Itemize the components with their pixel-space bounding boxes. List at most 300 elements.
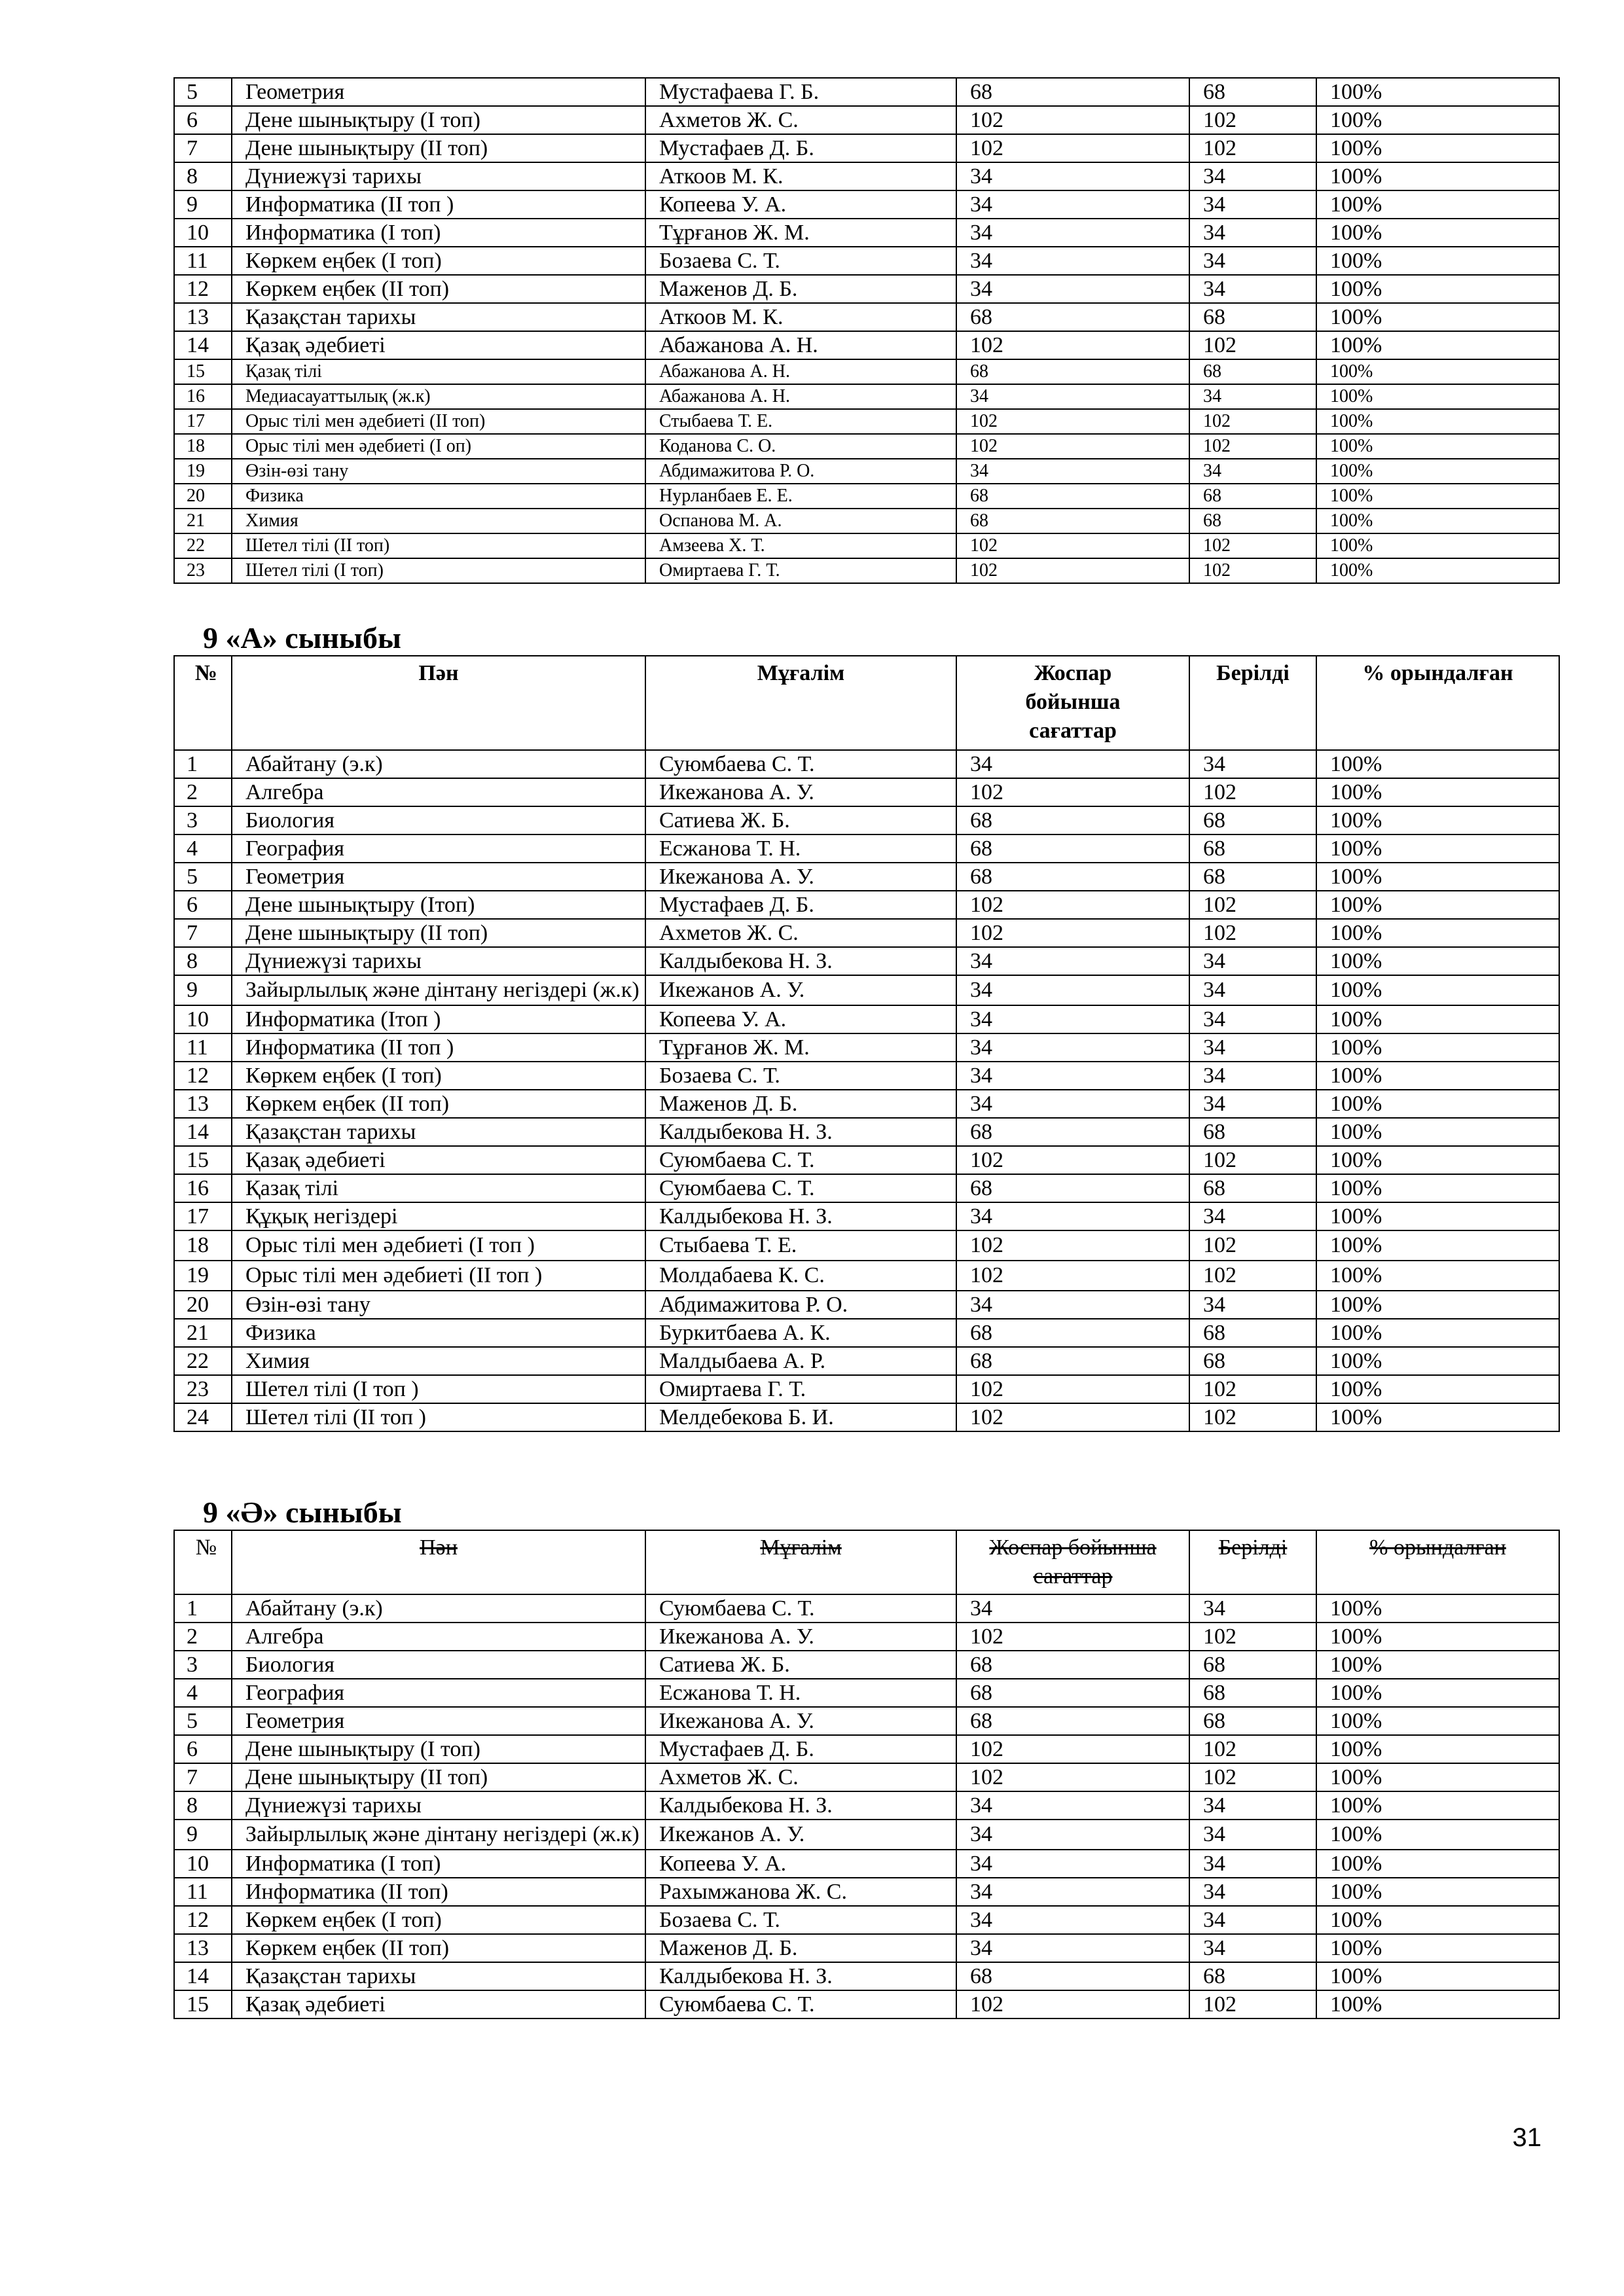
row-number-cell: 8 [174, 1791, 232, 1820]
row-number-cell: 3 [174, 806, 232, 834]
table-row [174, 891, 1559, 919]
teacher-cell: Мустафаева Г. Б. [645, 78, 956, 106]
subject-cell: Биология [232, 1651, 645, 1679]
given-hours-cell: 68 [1189, 78, 1316, 106]
subject-cell: Көркем еңбек (І топ) [232, 247, 645, 275]
teacher-cell: Икежанов А. У. [645, 975, 956, 1005]
table-row [174, 1906, 1559, 1934]
teacher-cell: Абдимажитова Р. О. [645, 459, 956, 484]
row-number-cell: 17 [174, 409, 232, 434]
row-number-cell: 13 [174, 1934, 232, 1962]
given-hours-cell: 34 [1189, 947, 1316, 975]
class-9ae-heading: 9 «Ә» сыныбы [203, 1496, 402, 1529]
table-row [174, 219, 1559, 247]
subject-cell: География [232, 1679, 645, 1707]
percent-cell: 100% [1316, 891, 1559, 919]
teacher-cell: Икежанова А. У. [645, 1623, 956, 1651]
given-hours-cell: 68 [1189, 1347, 1316, 1375]
subject-cell: Зайырлылық және дінтану негіздері (ж.к) [232, 1820, 645, 1850]
subject-cell: Дүниежүзі тарихы [232, 947, 645, 975]
table-row [174, 1347, 1559, 1375]
percent-cell: 100% [1316, 1820, 1559, 1850]
given-hours-cell: 68 [1189, 1319, 1316, 1347]
planned-hours-cell: 34 [956, 1062, 1189, 1090]
given-hours-cell: 68 [1189, 1651, 1316, 1679]
teacher-cell: Коданова С. О. [645, 434, 956, 459]
table-row [174, 509, 1559, 533]
planned-hours-cell: 34 [956, 275, 1189, 303]
row-number-cell: 12 [174, 1062, 232, 1090]
teacher-cell: Бозаева С. Т. [645, 1906, 956, 1934]
subject-cell: Қазақ әдебиеті [232, 1990, 645, 2018]
teacher-cell: Омиртаева Г. Т. [645, 558, 956, 583]
table-row [174, 409, 1559, 434]
row-number-cell: 15 [174, 1146, 232, 1174]
planned-hours-cell: 68 [956, 806, 1189, 834]
subject-cell: Информатика (ІІ топ) [232, 1878, 645, 1906]
percent-cell: 100% [1316, 509, 1559, 533]
row-number-cell: 17 [174, 1202, 232, 1230]
planned-hours-cell: 34 [956, 1791, 1189, 1820]
subject-cell: Көркем еңбек (І топ) [232, 1062, 645, 1090]
teacher-cell: Есжанова Т. Н. [645, 1679, 956, 1707]
given-hours-cell: 102 [1189, 919, 1316, 947]
percent-cell: 100% [1316, 1319, 1559, 1347]
teacher-cell: Калдыбекова Н. З. [645, 1118, 956, 1146]
planned-hours-cell: 68 [956, 863, 1189, 891]
subject-cell: Қазақстан тарихы [232, 1962, 645, 1990]
percent-cell: 100% [1316, 806, 1559, 834]
table-row [174, 1679, 1559, 1707]
teacher-cell: Копеева У. А. [645, 1005, 956, 1033]
teacher-cell: Икежанов А. У. [645, 1820, 956, 1850]
row-number-cell: 4 [174, 1679, 232, 1707]
percent-cell: 100% [1316, 78, 1559, 106]
given-hours-cell: 102 [1189, 891, 1316, 919]
teacher-cell: Стыбаева Т. Е. [645, 409, 956, 434]
percent-cell: 100% [1316, 1906, 1559, 1934]
given-hours-cell: 102 [1189, 1403, 1316, 1431]
row-number-cell: 12 [174, 1906, 232, 1934]
given-hours-cell: 102 [1189, 1261, 1316, 1291]
table-row [174, 1261, 1559, 1291]
subject-cell: Физика [232, 484, 645, 509]
planned-hours-cell: 34 [956, 1090, 1189, 1118]
planned-hours-cell: 102 [956, 778, 1189, 806]
table-row [174, 1174, 1559, 1202]
teacher-cell: Рахымжанова Ж. С. [645, 1878, 956, 1906]
subject-cell: Абайтану (э.к) [232, 750, 645, 778]
row-number-cell: 21 [174, 509, 232, 533]
subject-cell: Химия [232, 1347, 645, 1375]
row-number-cell: 19 [174, 459, 232, 484]
given-hours-cell: 68 [1189, 1174, 1316, 1202]
percent-cell: 100% [1316, 947, 1559, 975]
table-row [174, 1291, 1559, 1319]
percent-cell: 100% [1316, 1878, 1559, 1906]
table-row [174, 1230, 1559, 1261]
teacher-cell: Суюмбаева С. Т. [645, 1146, 956, 1174]
planned-hours-cell: 68 [956, 834, 1189, 863]
teacher-cell: Абажанова А. Н. [645, 331, 956, 359]
teacher-cell: Ахметов Ж. С. [645, 1763, 956, 1791]
table-row [174, 1062, 1559, 1090]
subject-cell: Өзін-өзі тану [232, 1291, 645, 1319]
class-9ae-table-body [174, 1594, 1559, 2018]
subject-cell: Өзін-өзі тану [232, 459, 645, 484]
given-hours-cell: 34 [1189, 162, 1316, 190]
given-hours-cell: 34 [1189, 1062, 1316, 1090]
teacher-cell: Маженов Д. Б. [645, 1934, 956, 1962]
subject-cell: Шетел тілі (ІІ топ) [232, 533, 645, 558]
given-hours-cell: 34 [1189, 190, 1316, 219]
planned-hours-cell: 102 [956, 1735, 1189, 1763]
teacher-cell: Бозаева С. Т. [645, 1062, 956, 1090]
teacher-cell: Аткоов М. К. [645, 162, 956, 190]
planned-hours-cell: 102 [956, 1403, 1189, 1431]
row-number-cell: 2 [174, 778, 232, 806]
teacher-cell: Абдимажитова Р. О. [645, 1291, 956, 1319]
table-row [174, 1934, 1559, 1962]
table-row [174, 384, 1559, 409]
given-hours-cell: 68 [1189, 834, 1316, 863]
row-number-cell: 20 [174, 1291, 232, 1319]
given-hours-cell: 102 [1189, 1146, 1316, 1174]
teacher-cell: Икежанова А. У. [645, 778, 956, 806]
percent-cell: 100% [1316, 1146, 1559, 1174]
row-number-cell: 13 [174, 303, 232, 331]
teacher-cell: Маженов Д. Б. [645, 275, 956, 303]
given-hours-cell: 68 [1189, 484, 1316, 509]
percent-cell: 100% [1316, 1118, 1559, 1146]
given-hours-cell: 102 [1189, 1735, 1316, 1763]
table-row [174, 533, 1559, 558]
table-row [174, 834, 1559, 863]
subject-cell: Қазақ тілі [232, 359, 645, 384]
percent-cell: 100% [1316, 1174, 1559, 1202]
header-teacher: Мұғалім [645, 1530, 956, 1594]
planned-hours-cell: 102 [956, 891, 1189, 919]
subject-cell: Дене шынықтыру (І топ) [232, 1735, 645, 1763]
subject-cell: Көркем еңбек (ІІ топ) [232, 1934, 645, 1962]
planned-hours-cell: 68 [956, 78, 1189, 106]
planned-hours-cell: 34 [956, 219, 1189, 247]
row-number-cell: 11 [174, 1033, 232, 1062]
teacher-cell: Калдыбекова Н. З. [645, 1791, 956, 1820]
table-row [174, 1763, 1559, 1791]
given-hours-cell: 68 [1189, 1962, 1316, 1990]
given-hours-cell: 34 [1189, 247, 1316, 275]
planned-hours-cell: 102 [956, 134, 1189, 162]
given-hours-cell: 34 [1189, 1878, 1316, 1906]
subject-cell: Биология [232, 806, 645, 834]
table-header-row [174, 1530, 1559, 1594]
percent-cell: 100% [1316, 247, 1559, 275]
subject-cell: Құқық негіздері [232, 1202, 645, 1230]
planned-hours-cell: 68 [956, 1651, 1189, 1679]
table-row [174, 106, 1559, 134]
subject-cell: Алгебра [232, 778, 645, 806]
teacher-cell: Суюмбаева С. Т. [645, 750, 956, 778]
planned-hours-cell: 34 [956, 975, 1189, 1005]
subject-cell: Дене шынықтыру (Ітоп) [232, 891, 645, 919]
table-row [174, 303, 1559, 331]
planned-hours-cell: 68 [956, 1174, 1189, 1202]
class-9a-table-body [174, 750, 1559, 1431]
table-row [174, 975, 1559, 1005]
teacher-cell: Мустафаев Д. Б. [645, 1735, 956, 1763]
planned-hours-cell: 102 [956, 1261, 1189, 1291]
table-row [174, 434, 1559, 459]
header-percent: % орындалған [1316, 1530, 1559, 1594]
table-row [174, 190, 1559, 219]
percent-cell: 100% [1316, 1375, 1559, 1403]
subject-cell: Информатика (І топ) [232, 1850, 645, 1878]
row-number-cell: 16 [174, 1174, 232, 1202]
percent-cell: 100% [1316, 1090, 1559, 1118]
planned-hours-cell: 34 [956, 1202, 1189, 1230]
row-number-cell: 10 [174, 1005, 232, 1033]
given-hours-cell: 34 [1189, 750, 1316, 778]
subject-cell: Орыс тілі мен әдебиеті (І топ ) [232, 1230, 645, 1261]
planned-hours-cell: 68 [956, 1679, 1189, 1707]
given-hours-cell: 68 [1189, 806, 1316, 834]
subject-cell: Абайтану (э.к) [232, 1594, 645, 1623]
percent-cell: 100% [1316, 533, 1559, 558]
planned-hours-cell: 102 [956, 1146, 1189, 1174]
given-hours-cell: 68 [1189, 303, 1316, 331]
subject-cell: Орыс тілі мен әдебиеті (ІІ топ) [232, 409, 645, 434]
given-hours-cell: 68 [1189, 863, 1316, 891]
row-number-cell: 7 [174, 1763, 232, 1791]
row-number-cell: 8 [174, 947, 232, 975]
percent-cell: 100% [1316, 1594, 1559, 1623]
percent-cell: 100% [1316, 919, 1559, 947]
teacher-cell: Есжанова Т. Н. [645, 834, 956, 863]
row-number-cell: 11 [174, 247, 232, 275]
given-hours-cell: 34 [1189, 219, 1316, 247]
percent-cell: 100% [1316, 384, 1559, 409]
planned-hours-cell: 34 [956, 384, 1189, 409]
table-row [174, 863, 1559, 891]
percent-cell: 100% [1316, 190, 1559, 219]
previous-class-table [173, 77, 1560, 584]
teacher-cell: Абажанова А. Н. [645, 359, 956, 384]
subject-cell: Дене шынықтыру (І топ) [232, 106, 645, 134]
class-9ae-table [173, 1530, 1560, 2019]
row-number-cell: 22 [174, 1347, 232, 1375]
percent-cell: 100% [1316, 1033, 1559, 1062]
row-number-cell: 15 [174, 359, 232, 384]
given-hours-cell: 102 [1189, 331, 1316, 359]
row-number-cell: 14 [174, 1962, 232, 1990]
planned-hours-cell: 34 [956, 1878, 1189, 1906]
header-planned-hours: Жоспар бойынша сағаттар [956, 656, 1189, 750]
planned-hours-cell: 34 [956, 190, 1189, 219]
percent-cell: 100% [1316, 1005, 1559, 1033]
subject-cell: Геометрия [232, 1707, 645, 1735]
table-row [174, 1820, 1559, 1850]
planned-hours-cell: 34 [956, 162, 1189, 190]
percent-cell: 100% [1316, 1347, 1559, 1375]
row-number-cell: 6 [174, 1735, 232, 1763]
teacher-cell: Малдыбаева А. Р. [645, 1347, 956, 1375]
given-hours-cell: 68 [1189, 1118, 1316, 1146]
row-number-cell: 11 [174, 1878, 232, 1906]
row-number-cell: 5 [174, 863, 232, 891]
subject-cell: Қазақ әдебиеті [232, 1146, 645, 1174]
planned-hours-cell: 34 [956, 1594, 1189, 1623]
percent-cell: 100% [1316, 1623, 1559, 1651]
page-number: 31 [1512, 2123, 1542, 2152]
planned-hours-cell: 34 [956, 1005, 1189, 1033]
planned-hours-cell: 68 [956, 1347, 1189, 1375]
table-row [174, 1202, 1559, 1230]
planned-hours-cell: 102 [956, 1623, 1189, 1651]
percent-cell: 100% [1316, 1763, 1559, 1791]
teacher-cell: Ахметов Ж. С. [645, 106, 956, 134]
percent-cell: 100% [1316, 359, 1559, 384]
teacher-cell: Маженов Д. Б. [645, 1090, 956, 1118]
teacher-cell: Сатиева Ж. Б. [645, 1651, 956, 1679]
header-planned-hours: Жоспар бойынша сағаттар [956, 1530, 1189, 1594]
teacher-cell: Молдабаева К. С. [645, 1261, 956, 1291]
percent-cell: 100% [1316, 303, 1559, 331]
given-hours-cell: 102 [1189, 533, 1316, 558]
planned-hours-cell: 102 [956, 1230, 1189, 1261]
given-hours-cell: 34 [1189, 1005, 1316, 1033]
previous-class-table-body [174, 78, 1559, 583]
planned-hours-cell: 34 [956, 1906, 1189, 1934]
table-row [174, 247, 1559, 275]
planned-hours-cell: 34 [956, 247, 1189, 275]
planned-hours-cell: 34 [956, 1291, 1189, 1319]
header-given: Берілді [1189, 1530, 1316, 1594]
row-number-cell: 4 [174, 834, 232, 863]
subject-cell: Дүниежүзі тарихы [232, 1791, 645, 1820]
percent-cell: 100% [1316, 1735, 1559, 1763]
percent-cell: 100% [1316, 1062, 1559, 1090]
given-hours-cell: 34 [1189, 1906, 1316, 1934]
subject-cell: Көркем еңбек (І топ) [232, 1906, 645, 1934]
percent-cell: 100% [1316, 834, 1559, 863]
given-hours-cell: 102 [1189, 409, 1316, 434]
header-subject: Пән [232, 656, 645, 750]
given-hours-cell: 68 [1189, 1707, 1316, 1735]
given-hours-cell: 34 [1189, 1090, 1316, 1118]
teacher-cell: Икежанова А. У. [645, 863, 956, 891]
percent-cell: 100% [1316, 778, 1559, 806]
class-9a-heading: 9 «А» сыныбы [203, 621, 401, 655]
table-row [174, 1146, 1559, 1174]
planned-hours-cell: 102 [956, 409, 1189, 434]
subject-cell: Алгебра [232, 1623, 645, 1651]
percent-cell: 100% [1316, 1850, 1559, 1878]
table-header-row [174, 656, 1559, 750]
subject-cell: Дене шынықтыру (ІІ топ) [232, 1763, 645, 1791]
teacher-cell: Сатиева Ж. Б. [645, 806, 956, 834]
table-row [174, 1090, 1559, 1118]
given-hours-cell: 34 [1189, 1033, 1316, 1062]
teacher-cell: Бозаева С. Т. [645, 247, 956, 275]
table-row [174, 1319, 1559, 1347]
planned-hours-cell: 102 [956, 106, 1189, 134]
row-number-cell: 16 [174, 384, 232, 409]
row-number-cell: 2 [174, 1623, 232, 1651]
given-hours-cell: 102 [1189, 434, 1316, 459]
planned-hours-cell: 68 [956, 1707, 1189, 1735]
row-number-cell: 22 [174, 533, 232, 558]
row-number-cell: 6 [174, 891, 232, 919]
given-hours-cell: 102 [1189, 1763, 1316, 1791]
planned-hours-cell: 102 [956, 434, 1189, 459]
teacher-cell: Суюмбаева С. Т. [645, 1174, 956, 1202]
subject-cell: Дүниежүзі тарихы [232, 162, 645, 190]
subject-cell: Көркем еңбек (ІІ топ) [232, 1090, 645, 1118]
table-row [174, 162, 1559, 190]
planned-hours-cell: 68 [956, 484, 1189, 509]
header-no: № [174, 656, 232, 750]
class-9a-table [173, 655, 1560, 1432]
planned-hours-cell: 34 [956, 1820, 1189, 1850]
teacher-cell: Нурланбаев Е. Е. [645, 484, 956, 509]
planned-hours-cell: 34 [956, 1934, 1189, 1962]
subject-cell: Информатика (ІІ топ ) [232, 1033, 645, 1062]
row-number-cell: 9 [174, 190, 232, 219]
row-number-cell: 14 [174, 1118, 232, 1146]
subject-cell: Шетел тілі (І топ ) [232, 1375, 645, 1403]
table-row [174, 1962, 1559, 1990]
teacher-cell: Калдыбекова Н. З. [645, 1962, 956, 1990]
teacher-cell: Буркитбаева А. К. [645, 1319, 956, 1347]
planned-hours-cell: 68 [956, 1962, 1189, 1990]
teacher-cell: Абажанова А. Н. [645, 384, 956, 409]
table-row [174, 359, 1559, 384]
teacher-cell: Суюмбаева С. Т. [645, 1594, 956, 1623]
percent-cell: 100% [1316, 219, 1559, 247]
teacher-cell: Тұрғанов Ж. М. [645, 1033, 956, 1062]
given-hours-cell: 68 [1189, 359, 1316, 384]
row-number-cell: 9 [174, 1820, 232, 1850]
planned-hours-cell: 102 [956, 1990, 1189, 2018]
row-number-cell: 5 [174, 78, 232, 106]
given-hours-cell: 34 [1189, 1791, 1316, 1820]
teacher-cell: Амзеева Х. Т. [645, 533, 956, 558]
percent-cell: 100% [1316, 1707, 1559, 1735]
planned-hours-cell: 68 [956, 509, 1189, 533]
header-subject: Пән [232, 1530, 645, 1594]
given-hours-cell: 34 [1189, 459, 1316, 484]
subject-cell: Физика [232, 1319, 645, 1347]
percent-cell: 100% [1316, 558, 1559, 583]
teacher-cell: Мустафаев Д. Б. [645, 134, 956, 162]
table-row [174, 78, 1559, 106]
teacher-cell: Аткоов М. К. [645, 303, 956, 331]
percent-cell: 100% [1316, 1934, 1559, 1962]
row-number-cell: 10 [174, 219, 232, 247]
percent-cell: 100% [1316, 484, 1559, 509]
given-hours-cell: 34 [1189, 275, 1316, 303]
row-number-cell: 13 [174, 1090, 232, 1118]
subject-cell: Информатика (І топ) [232, 219, 645, 247]
given-hours-cell: 102 [1189, 1375, 1316, 1403]
planned-hours-cell: 102 [956, 1375, 1189, 1403]
subject-cell: Геометрия [232, 863, 645, 891]
percent-cell: 100% [1316, 1261, 1559, 1291]
given-hours-cell: 102 [1189, 558, 1316, 583]
planned-hours-cell: 102 [956, 331, 1189, 359]
table-row [174, 1623, 1559, 1651]
